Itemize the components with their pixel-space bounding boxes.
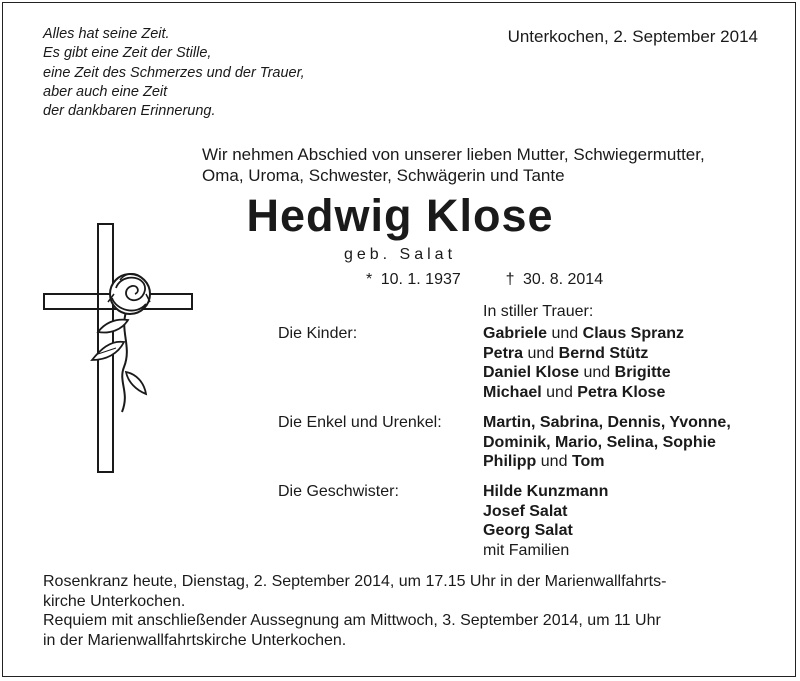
death-date: 30. 8. 2014 xyxy=(523,271,604,288)
list-item: Gabriele und Claus Spranz xyxy=(483,325,684,342)
grandchildren-names xyxy=(483,413,731,472)
maiden-name: geb. Salat xyxy=(343,246,457,263)
service-line: in der Marienwallfahrtskirche Unterkochen. xyxy=(43,631,347,649)
list-item: Josef Salat xyxy=(483,502,568,520)
list-item: mit Familien xyxy=(483,541,570,559)
list-item: Philipp und Tom xyxy=(483,453,605,471)
birth-date: 10. 1. 1937 xyxy=(380,271,461,288)
deceased-name: Hedwig Klose xyxy=(246,190,554,241)
service-line: Rosenkranz heute, Dienstag, 2. September 2014, um 17.15 Uhr in der Marienwallfahrts- xyxy=(43,573,667,590)
service-info xyxy=(43,572,666,650)
cross-with-rose-icon xyxy=(40,222,200,482)
list-item: Hilde Kunzmann xyxy=(483,483,609,500)
list-item: Georg Salat xyxy=(483,522,573,540)
service-line: kirche Unterkochen. xyxy=(43,592,186,610)
life-dates xyxy=(366,271,607,289)
intro-line: Oma, Uroma, Schwester, Schwägerin und Tante xyxy=(202,166,565,185)
children-names xyxy=(483,324,684,402)
poem-line: Alles hat seine Zeit. xyxy=(43,26,170,42)
poem xyxy=(43,25,305,121)
siblings-names xyxy=(483,482,608,560)
poem-line: der dankbaren Erinnerung. xyxy=(43,103,216,120)
list-item: Dominik, Mario, Selina, Sophie xyxy=(483,433,716,451)
intro-text xyxy=(202,144,705,186)
grandchildren-label: Die Enkel und Urenkel: xyxy=(278,414,442,431)
death-symbol: † xyxy=(505,271,515,288)
poem-line: Es gibt eine Zeit der Stille, xyxy=(43,45,212,62)
mourning-header: In stiller Trauer: xyxy=(483,303,594,320)
list-item: Martin, Sabrina, Dennis, Yvonne, xyxy=(483,414,731,431)
intro-line: Wir nehmen Abschied von unserer lieben Mutter, Schwiegermutter, xyxy=(202,145,705,164)
list-item: Petra und Bernd Stütz xyxy=(483,344,649,362)
poem-line: eine Zeit des Schmerzes und der Trauer, xyxy=(43,64,305,81)
birth-symbol: * xyxy=(366,271,373,288)
place-date: Unterkochen, 2. September 2014 xyxy=(507,27,758,46)
siblings-label: Die Geschwister: xyxy=(278,483,399,500)
list-item: Daniel Klose und Brigitte xyxy=(483,364,671,382)
list-item: Michael und Petra Klose xyxy=(483,383,666,401)
children-label: Die Kinder: xyxy=(278,325,358,342)
service-line: Requiem mit anschließender Aussegnung am Mittwoch, 3. September 2014, um 11 Uhr xyxy=(43,612,661,630)
poem-line: aber auch eine Zeit xyxy=(43,83,168,100)
